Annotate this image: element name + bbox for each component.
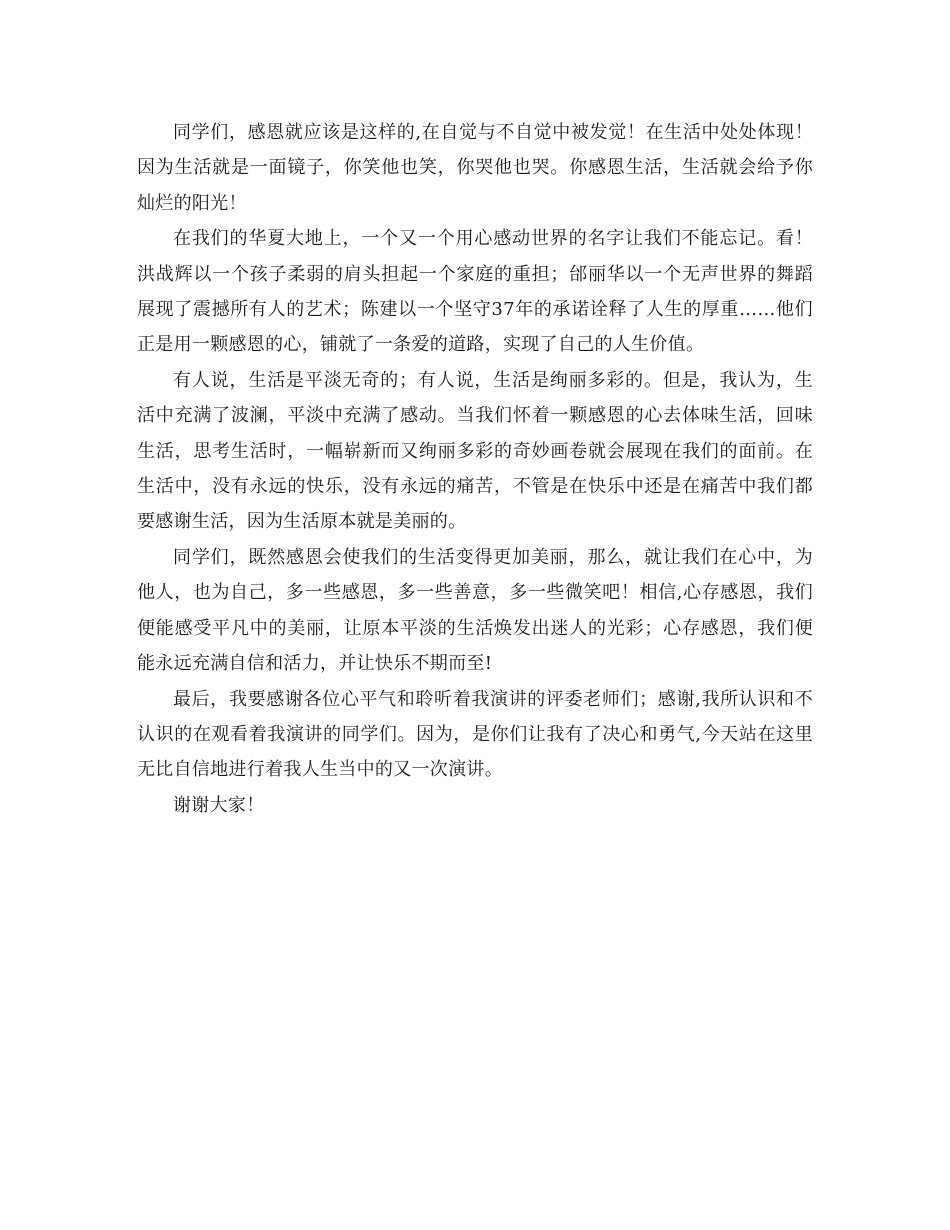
paragraph-acknowledgements: 最后，我要感谢各位心平气和聆听着我演讲的评委老师们；感谢,我所认识和不认识的在观看着我演讲的同学们。因为，是你们让我有了决心和勇气,今天站在这里无比自信地进行着我人生当中的又一次演讲。 xyxy=(137,688,813,781)
paragraph-closing-thanks: 谢谢大家！ xyxy=(173,794,265,816)
paragraph-moving-examples: 在我们的华夏大地上，一个又一个用心感动世界的名字让我们不能忘记。看！洪战辉以一个孩子柔弱的肩头担起一个家庭的重担；邰丽华以一个无声世界的舞蹈展现了震撼所有人的艺术；陈建以一个坚守37年的承诺诠释了人生的厚重……他们正是用一颗感恩的心，铺就了一条爱的道路，实现了自己的人生价值。 xyxy=(137,228,813,356)
speech-body xyxy=(137,115,813,823)
paragraph-gratitude-mirror: 同学们，感恩就应该是这样的,在自觉与不自觉中被发觉！在生活中处处体现！因为生活就是一面镜子，你笑他也笑，你哭他也哭。你感恩生活，生活就会给予你灿烂的阳光！ xyxy=(137,122,813,214)
paragraph-call-to-gratitude: 同学们，既然感恩会使我们的生活变得更加美丽，那么，就让我们在心中，为他人，也为自己，多一些感恩，多一些善意，多一些微笑吧！相信,心存感恩，我们便能感受平凡中的美丽，让原本平淡的生活焕发出迷人的光彩；心存感恩，我们便能永远充满自信和活力，并让快乐不期而至! xyxy=(137,546,813,675)
paragraph-life-views: 有人说，生活是平淡无奇的；有人说，生活是绚丽多彩的。但是，我认为，生活中充满了波澜，平淡中充满了感动。当我们怀着一颗感恩的心去体味生活，回味生活，思考生活时，一幅崭新而又绚丽多彩的奇妙画卷就会展现在我们的面前。在生活中，没有永远的快乐，没有永远的痛苦，不管是在快乐中还是在痛苦中我们都要感谢生活，因为生活原本就是美丽的。 xyxy=(137,369,813,533)
